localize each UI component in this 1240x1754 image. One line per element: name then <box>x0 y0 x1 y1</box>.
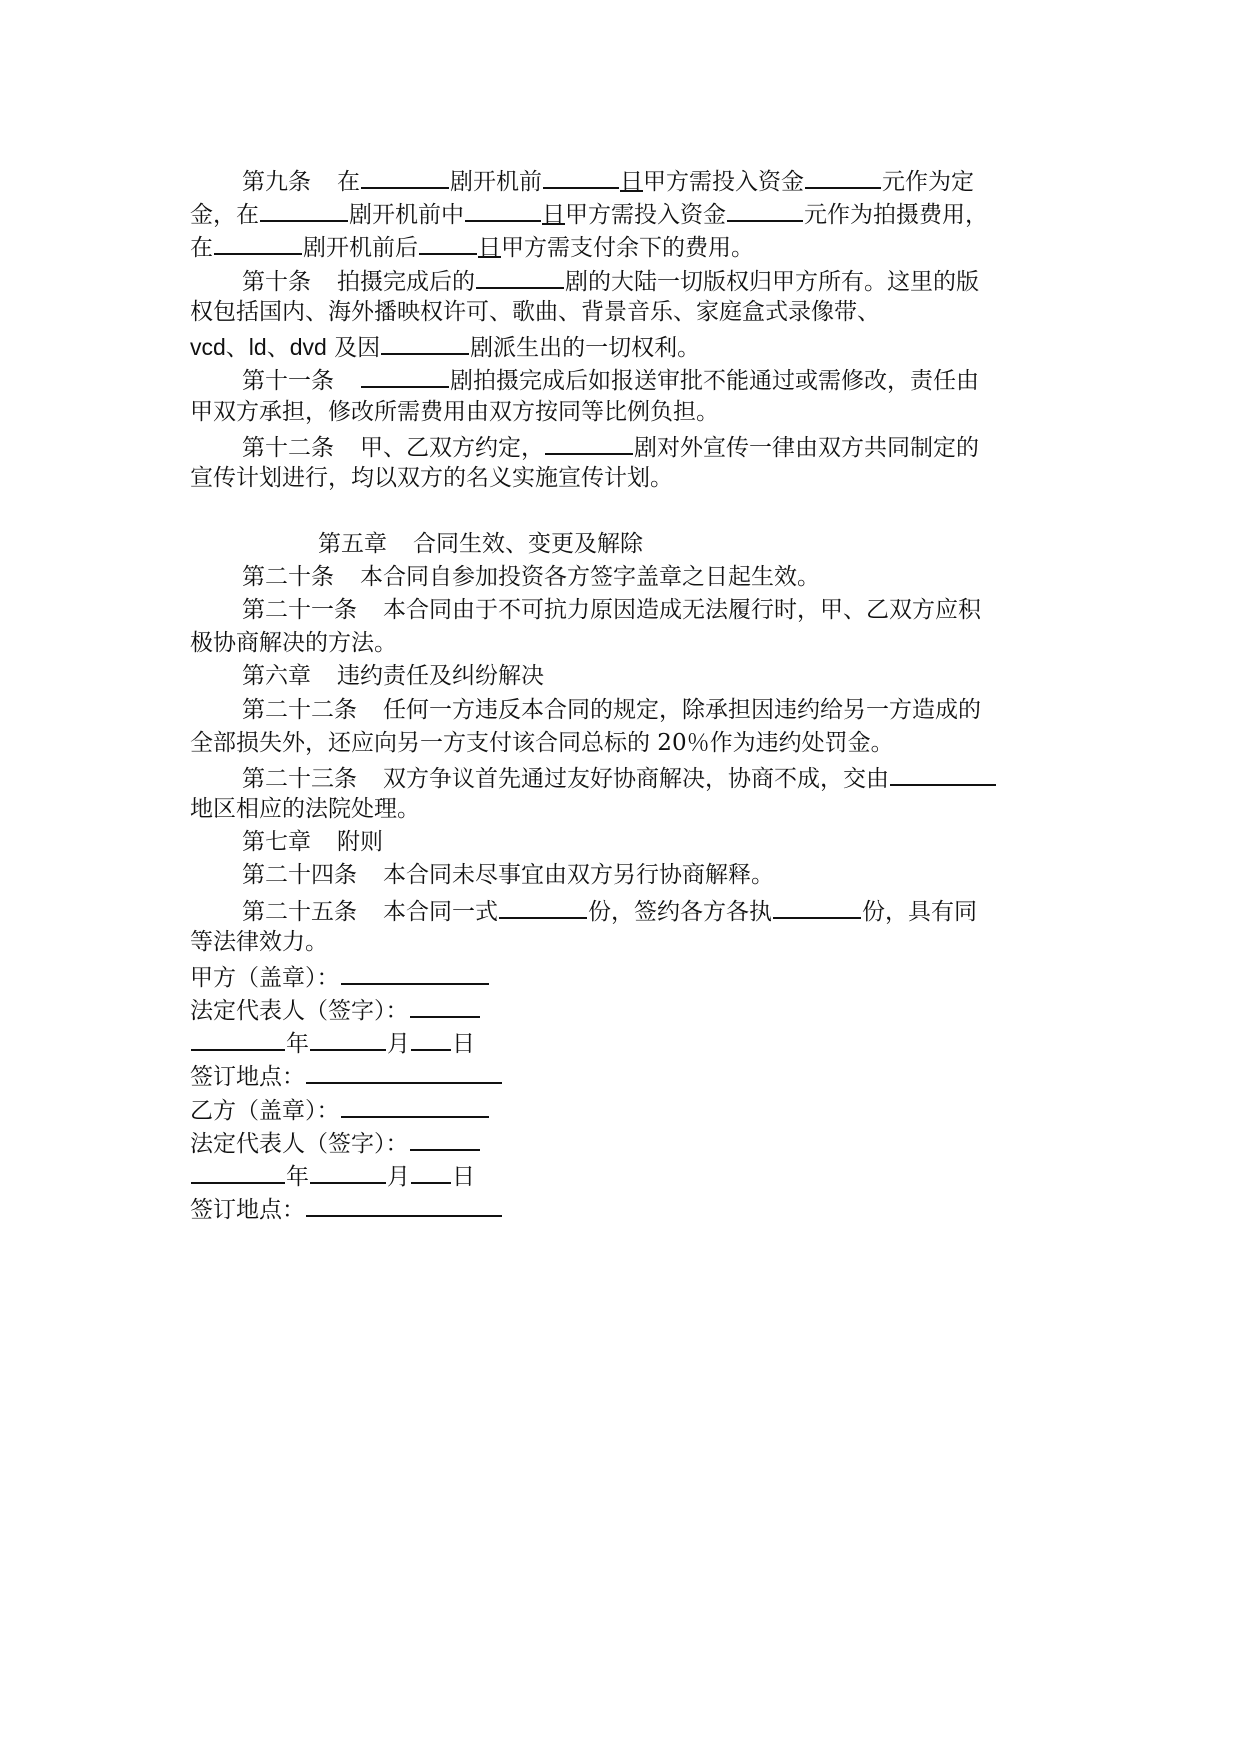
blank-field[interactable] <box>361 163 449 189</box>
blank-field[interactable] <box>890 760 996 786</box>
article-9-line-1: 第九条 在 剧开机前 日甲方需投入资金 元作为定 <box>242 163 974 195</box>
article-11-line-2: 甲双方承担，修改所需费用由双方按同等比例负担。 <box>190 399 719 425</box>
party-b-seal-field[interactable] <box>341 1092 489 1118</box>
day-field[interactable] <box>411 1025 451 1051</box>
blank-field[interactable] <box>214 229 302 255</box>
blank-field[interactable] <box>361 362 449 388</box>
year-field[interactable] <box>191 1025 285 1051</box>
article-22-line-1: 第二十二条 任何一方违反本合同的规定，除承担因违约给另一方造成的 <box>242 697 981 723</box>
blank-field[interactable] <box>465 196 541 222</box>
article-20: 第二十条 本合同自参加投资各方签字盖章之日起生效。 <box>242 564 820 590</box>
party-a-rep-field[interactable] <box>410 992 480 1018</box>
party-a-date-line: 年 月 日 <box>190 1025 475 1057</box>
chapter-5-heading: 第五章 合同生效、变更及解除 <box>318 531 643 557</box>
chapter-6-heading: 第六章 违约责任及纠纷解决 <box>242 663 544 689</box>
article-10-line-3: vcd、ld、dvd 及因 剧派生出的一切权利。 <box>190 329 700 361</box>
party-b-place-field[interactable] <box>306 1191 502 1217</box>
article-number: 第二十条 <box>242 564 334 590</box>
year-field[interactable] <box>191 1158 285 1184</box>
blank-field[interactable] <box>260 196 348 222</box>
blank-field[interactable] <box>476 263 564 289</box>
party-b-rep-line: 法定代表人（签字）： <box>190 1125 481 1157</box>
article-23-line-2: 地区相应的法院处理。 <box>190 796 420 822</box>
article-number: 第十条 <box>242 269 311 295</box>
blank-field[interactable] <box>545 429 633 455</box>
article-21-line-2: 极协商解决的方法。 <box>190 630 397 656</box>
blank-field[interactable] <box>419 229 477 255</box>
article-number: 第十二条 <box>242 435 334 461</box>
party-a-seal-line: 甲方（盖章）： <box>190 959 490 991</box>
party-b-date-line: 年 月 日 <box>190 1158 475 1190</box>
blank-field[interactable] <box>805 163 881 189</box>
article-22-line-2: 全部损失外，还应向另一方支付该合同总标的 20％作为违约处罚金。 <box>190 730 894 756</box>
blank-field[interactable] <box>727 196 803 222</box>
article-25-line-1: 第二十五条 本合同一式 份，签约各方各执 份，具有同 <box>242 893 977 925</box>
day-field[interactable] <box>411 1158 451 1184</box>
article-12-line-2: 宣传计划进行，均以双方的名义实施宣传计划。 <box>190 465 673 491</box>
article-number: 第二十二条 <box>242 697 357 723</box>
blank-field[interactable] <box>381 329 469 355</box>
article-number: 第二十三条 <box>242 766 357 792</box>
article-23-line-1: 第二十三条 双方争议首先通过友好协商解决，协商不成，交由 <box>242 760 997 792</box>
article-number: 第十一条 <box>242 368 334 394</box>
blank-field[interactable] <box>773 893 861 919</box>
article-number: 第二十五条 <box>242 899 357 925</box>
party-a-place-line: 签订地点： <box>190 1058 503 1090</box>
article-10-line-2: 权包括国内、海外播映权许可、歌曲、背景音乐、家庭盒式录像带、 <box>190 299 880 325</box>
blank-field[interactable] <box>499 893 587 919</box>
article-number: 第二十四条 <box>242 862 357 888</box>
party-b-rep-field[interactable] <box>410 1125 480 1151</box>
article-number: 第二十一条 <box>242 597 357 623</box>
party-a-seal-field[interactable] <box>341 959 489 985</box>
party-b-seal-line: 乙方（盖章）： <box>190 1092 490 1124</box>
article-9-line-2: 金，在 剧开机前中 日甲方需投入资金 元作为拍摄费用， <box>190 196 988 228</box>
party-a-place-field[interactable] <box>306 1058 502 1084</box>
party-b-place-line: 签订地点： <box>190 1191 503 1223</box>
article-10-line-1: 第十条 拍摄完成后的 剧的大陆一切版权归甲方所有。这里的版 <box>242 263 979 295</box>
party-a-rep-line: 法定代表人（签字）： <box>190 992 481 1024</box>
month-field[interactable] <box>310 1025 386 1051</box>
article-24: 第二十四条 本合同未尽事宜由双方另行协商解释。 <box>242 862 774 888</box>
article-11-line-1: 第十一条 剧拍摄完成后如报送审批不能通过或需修改，责任由 <box>242 362 979 394</box>
article-21-line-1: 第二十一条 本合同由于不可抗力原因造成无法履行时，甲、乙双方应积 <box>242 597 981 623</box>
chapter-7-heading: 第七章 附则 <box>242 829 383 855</box>
article-number: 第九条 <box>242 169 311 195</box>
month-field[interactable] <box>310 1158 386 1184</box>
article-25-line-2: 等法律效力。 <box>190 929 328 955</box>
article-12-line-1: 第十二条 甲、乙双方约定， 剧对外宣传一律由双方共同制定的 <box>242 429 979 461</box>
blank-field[interactable] <box>543 163 619 189</box>
article-9-line-3: 在 剧开机前后 日甲方需支付余下的费用。 <box>190 229 754 261</box>
